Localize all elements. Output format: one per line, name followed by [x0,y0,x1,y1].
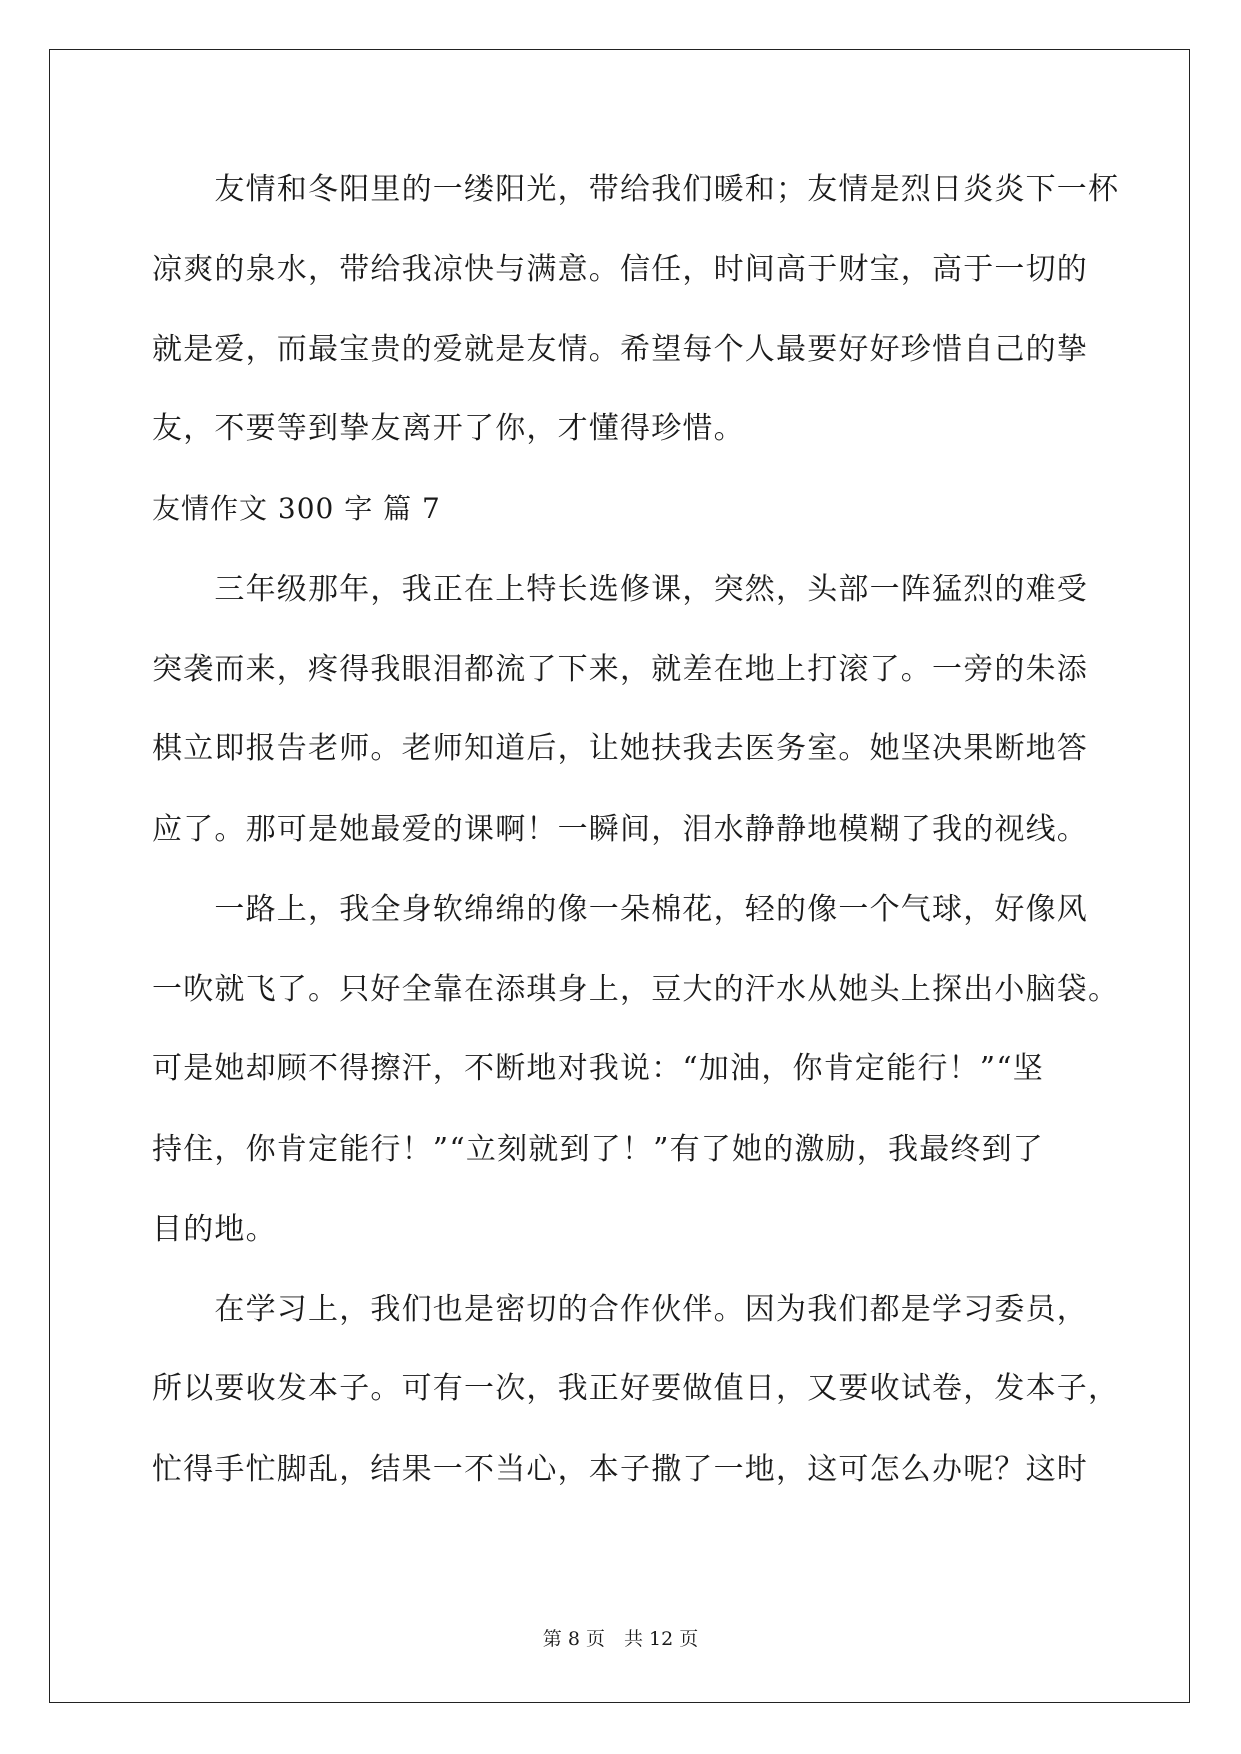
paragraph-line: 在学习上，我们也是密切的合作伙伴。因为我们都是学习委员， [152,1292,1088,1327]
paragraph-line: 突袭而来，疼得我眼泪都流了下来，就差在地上打滚了。一旁的朱添 [152,652,1088,687]
paragraph-line: 忙得手忙脚乱，结果一不当心，本子撒了一地，这可怎么办呢？这时 [152,1452,1088,1487]
paragraph-line: 三年级那年，我正在上特长选修课，突然，头部一阵猛烈的难受 [152,572,1088,607]
paragraph-line: 凉爽的泉水，带给我凉快与满意。信任，时间高于财宝，高于一切的 [152,252,1088,287]
paragraph-line: 一路上，我全身软绵绵的像一朵棉花，轻的像一个气球，好像风 [152,892,1088,927]
paragraph-line: 棋立即报告老师。老师知道后，让她扶我去医务室。她坚决果断地答 [152,731,1088,766]
paragraph-line: 应了。那可是她最爱的课啊！一瞬间，泪水静静地模糊了我的视线。 [152,812,1088,847]
paragraph-line: 友，不要等到挚友离开了你，才懂得珍惜。 [152,411,745,446]
paragraph-line: 可是她却顾不得擦汗，不断地对我说：“加油，你肯定能行！”“坚 [152,1051,1045,1086]
paragraph-line: 目的地。 [152,1212,277,1247]
paragraph-line: 友情和冬阳里的一缕阳光，带给我们暖和；友情是烈日炎炎下一杯 [152,172,1120,207]
paragraph-line: 持住，你肯定能行！”“立刻就到了！”有了她的激励，我最终到了 [152,1132,1045,1167]
paragraph-line: 所以要收发本子。可有一次，我正好要做值日，又要收试卷，发本子， [152,1371,1120,1406]
section-heading: 友情作文 300 字 篇 7 [152,492,441,525]
paragraph-line: 就是爱，而最宝贵的爱就是友情。希望每个人最要好好珍惜自己的挚 [152,332,1088,367]
paragraph-line: 一吹就飞了。只好全靠在添琪身上，豆大的汗水从她头上探出小脑袋。 [152,972,1120,1007]
page-number-footer: 第 8 页 共 12 页 [542,1628,699,1650]
